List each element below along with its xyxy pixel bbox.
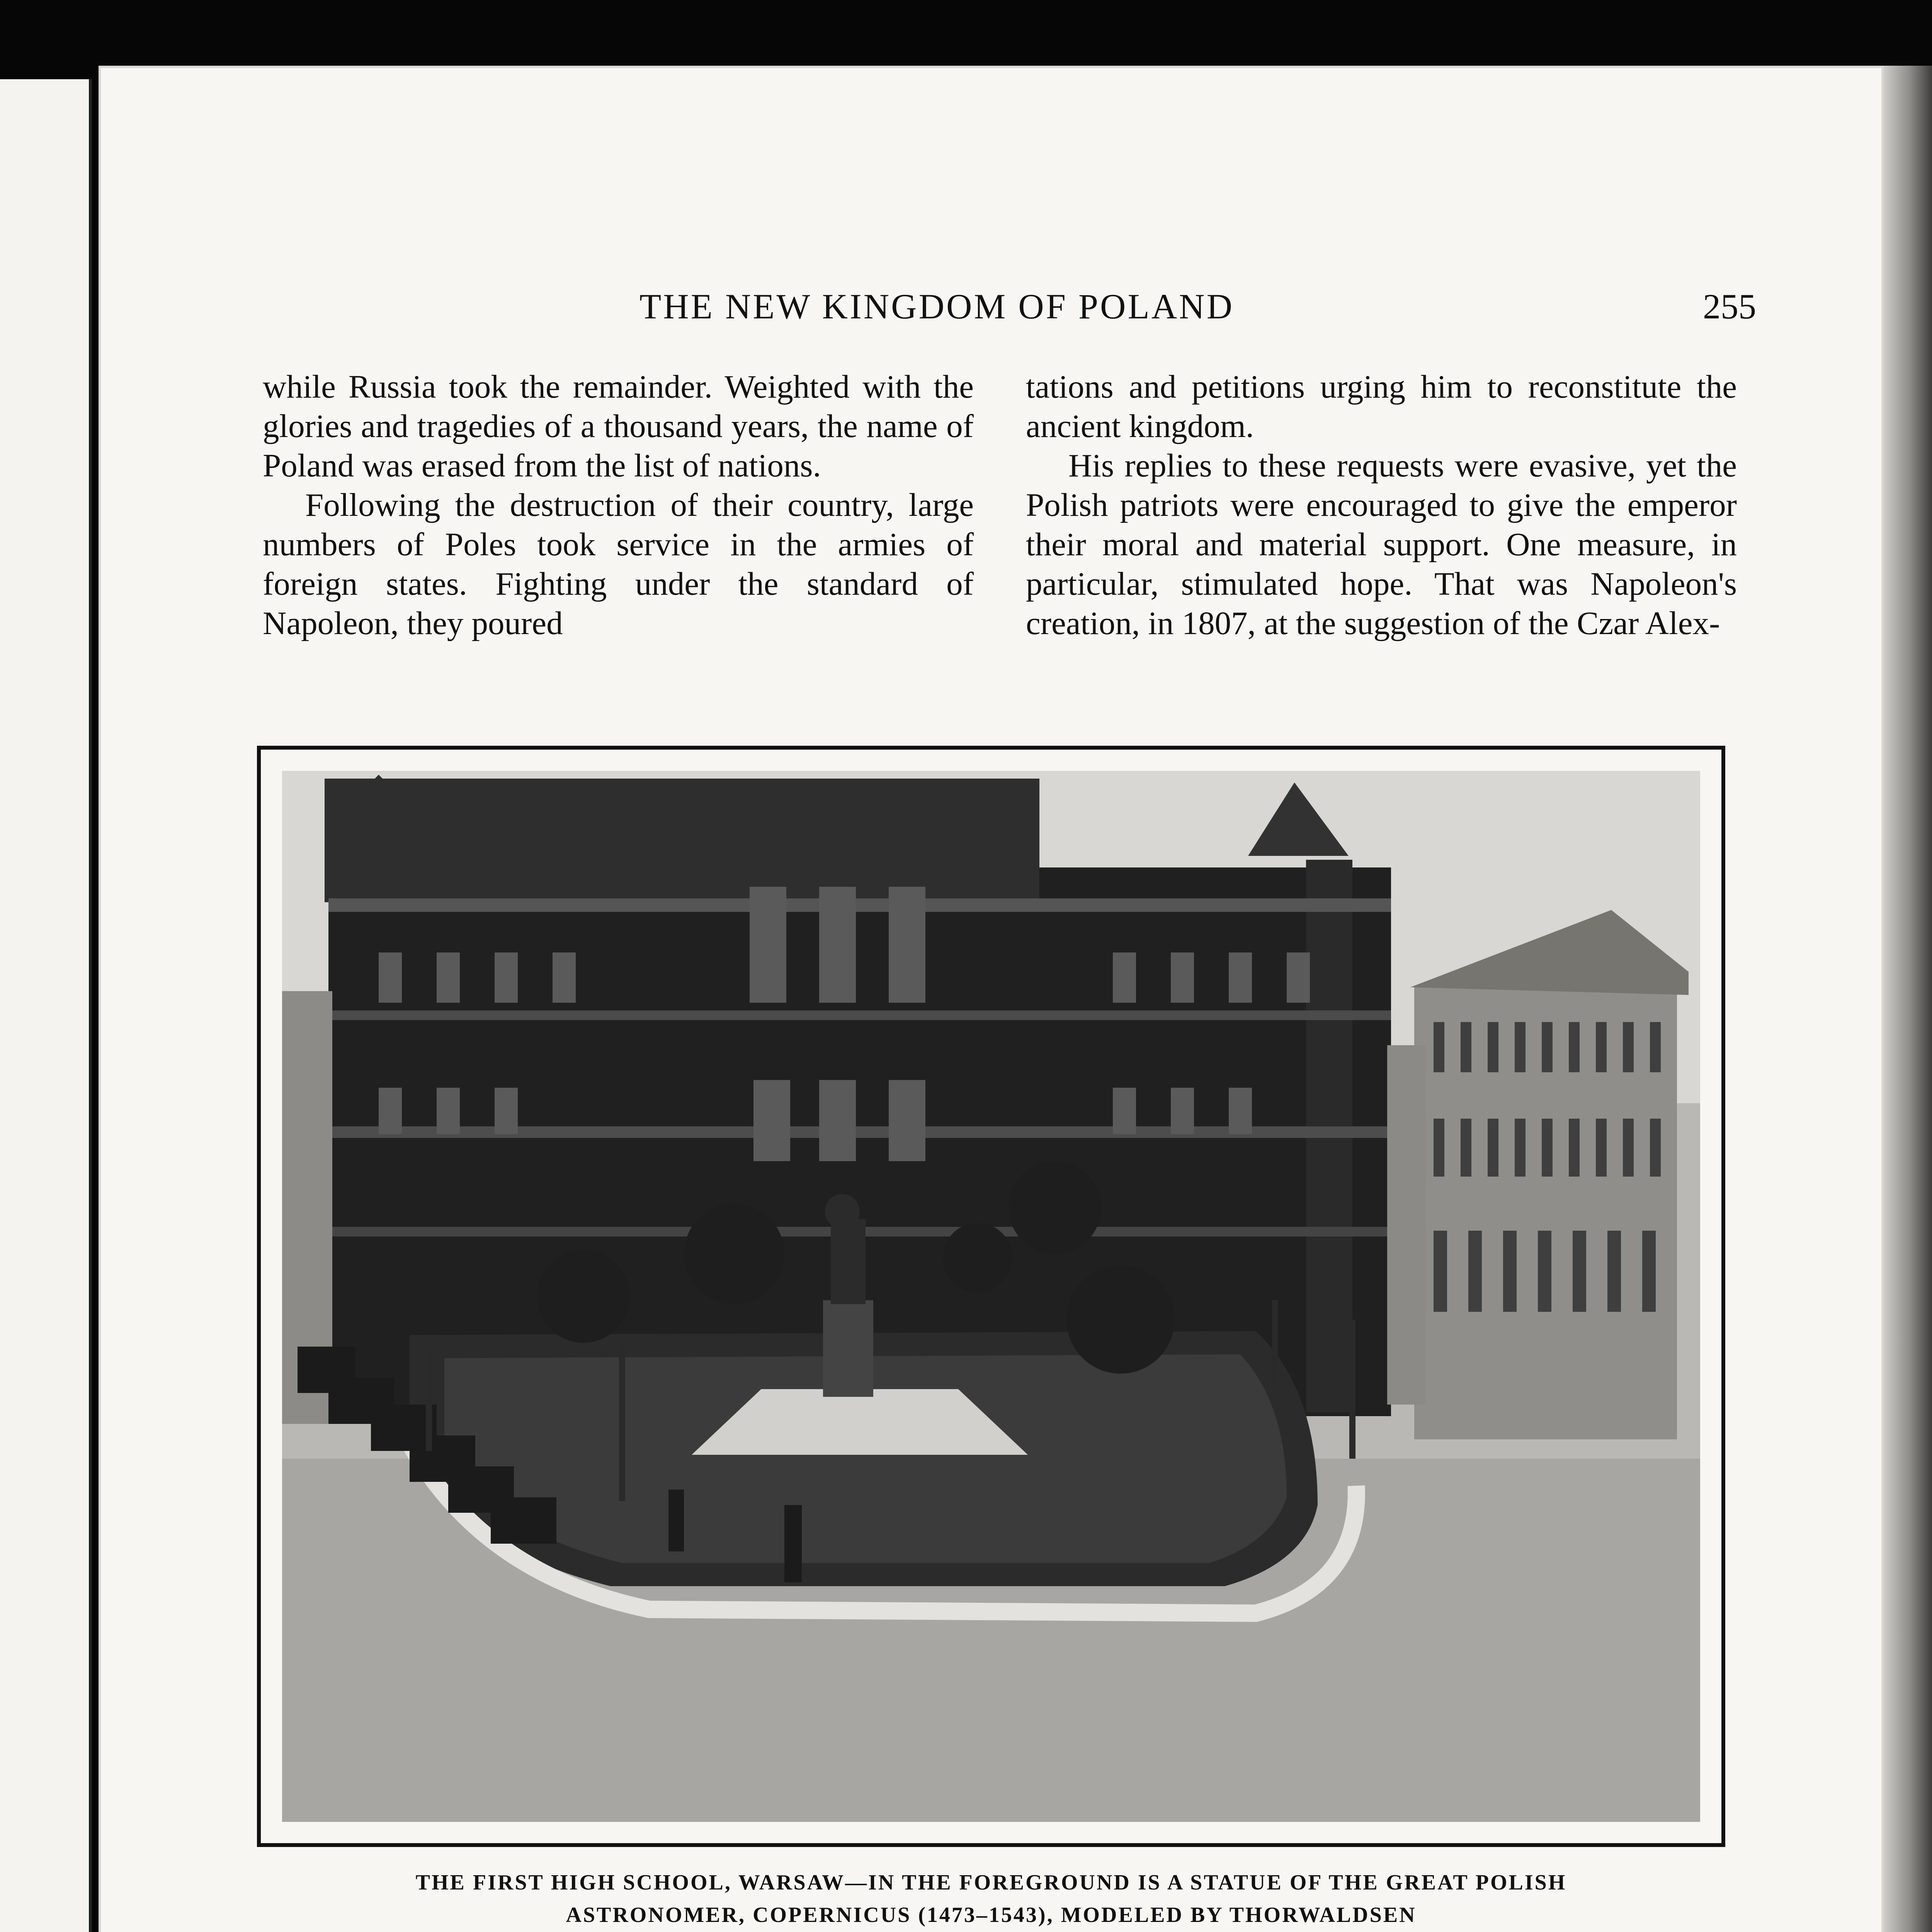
- page-binding-shadow: [1884, 66, 1932, 1932]
- book-page: [99, 66, 1884, 1932]
- running-head: [99, 220, 1884, 326]
- paragraph: His replies to these requests were evasive, yet the Polish patriots were encouraged to give the emperor their moral and material support. One measure, in particular, stimulated hope. That was Napoleon's creation, in 1807, at the suggestion of the Czar Alex-: [1026, 447, 1737, 641]
- paragraph: tations and petitions urging him to reconstitute the ancient kingdom.: [1026, 369, 1737, 444]
- page-number: 255: [1703, 287, 1756, 326]
- caption-line: THE FIRST HIGH SCHOOL, WARSAW—IN THE FOREGROUND IS A STATUE OF THE GREAT POLISH: [415, 1871, 1567, 1895]
- warsaw-high-school-photo: [282, 771, 1700, 1822]
- top-right-column: [1026, 367, 1737, 643]
- running-title: THE NEW KINGDOM OF POLAND: [639, 287, 1235, 326]
- photo-caption: [257, 1866, 1725, 1931]
- left-page-edge: [0, 79, 92, 1932]
- paragraph: while Russia took the remainder. Weighted with the glories and tragedies of a thousand years, the name of Poland was erased from the list of nations.: [263, 369, 974, 484]
- paragraph: Following the destruction of their country, large numbers of Poles took service in the armies of foreign states. Fighting under the standard of Napoleon, they poured: [263, 487, 974, 641]
- caption-line: ASTRONOMER, COPERNICUS (1473–1543), MODELED BY THORWALDSEN: [566, 1903, 1417, 1927]
- photo-frame: [257, 746, 1725, 1847]
- top-left-column: [263, 367, 974, 643]
